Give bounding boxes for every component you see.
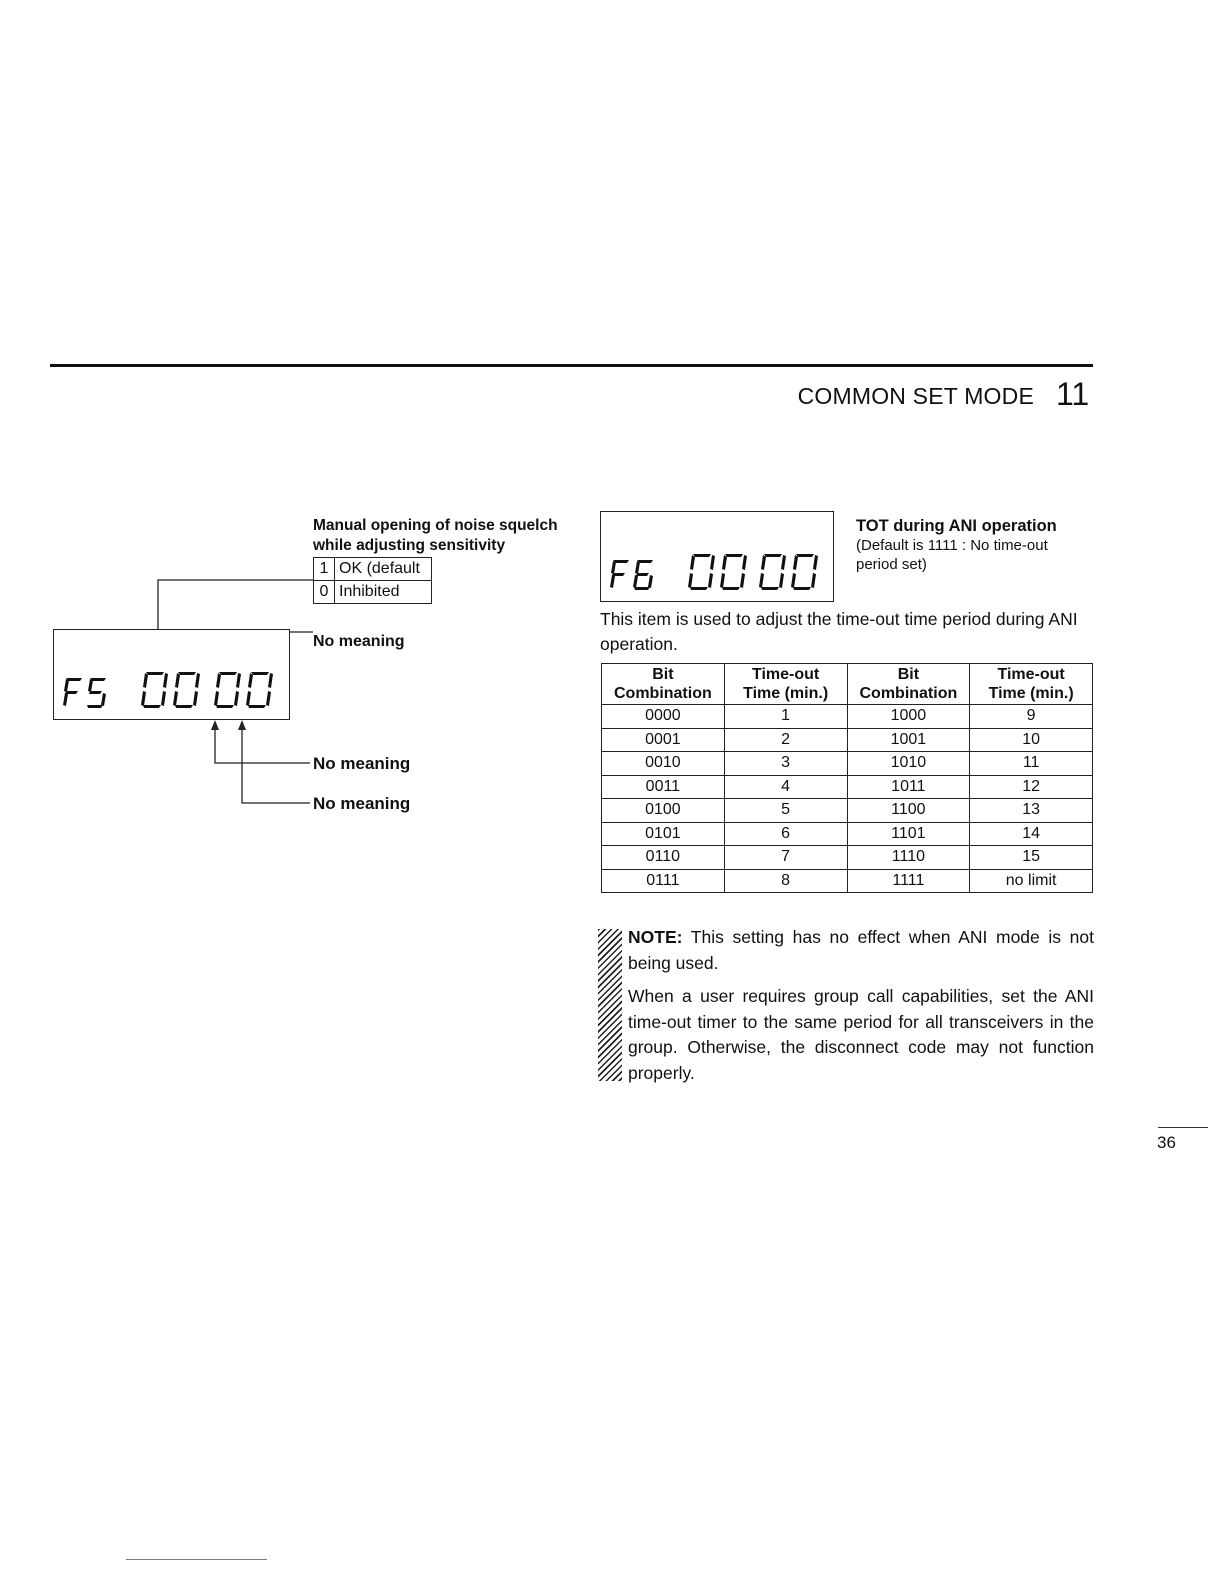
tot-table-row xyxy=(602,869,1093,893)
tot-table-cell: 10 xyxy=(970,728,1093,752)
tot-table-cell: 1100 xyxy=(847,799,970,823)
f6-lcd-text xyxy=(610,560,653,590)
f6-lcd-display xyxy=(600,511,834,602)
tot-table-cell: 1 xyxy=(724,705,847,729)
f6-lcd-segments xyxy=(601,512,833,601)
f5-option-label: Inhibited xyxy=(335,581,432,604)
f5-caption xyxy=(313,516,558,556)
tot-table-cell: 1001 xyxy=(847,728,970,752)
tot-table-cell: 1111 xyxy=(847,869,970,893)
f6-description xyxy=(600,607,1100,657)
tot-table-row xyxy=(602,822,1093,846)
f6-caption xyxy=(856,517,1096,574)
tot-table-cell: 7 xyxy=(724,846,847,870)
tot-table-cell: 15 xyxy=(970,846,1093,870)
f5-option-row xyxy=(314,581,432,604)
note-hatch-decoration xyxy=(598,929,622,1081)
tot-header-cell xyxy=(847,664,970,705)
tot-table-cell: 12 xyxy=(970,775,1093,799)
tot-table-cell: 0101 xyxy=(602,822,725,846)
note-label: NOTE: xyxy=(628,927,683,947)
note-box xyxy=(628,925,1094,1094)
f5-caption-line2: while adjusting sensitivity xyxy=(313,537,506,554)
note-paragraph-1 xyxy=(628,925,1094,976)
f6-caption-line1: (Default is 1111 : No time-out xyxy=(856,537,1048,554)
tot-header-line: Time (min.) xyxy=(743,685,829,702)
tot-table-cell: 4 xyxy=(724,775,847,799)
tot-table-cell: 1011 xyxy=(847,775,970,799)
tot-table-row xyxy=(602,752,1093,776)
tot-table-row xyxy=(602,846,1093,870)
tot-table-cell: 11 xyxy=(970,752,1093,776)
note-text-1: This setting has no effect when ANI mode is not being used. xyxy=(628,927,1094,973)
f5-caption-line1: Manual opening of noise squelch xyxy=(313,517,558,534)
f6-lcd-digits xyxy=(688,554,818,590)
tot-table-cell: 6 xyxy=(724,822,847,846)
tot-table-header-row xyxy=(602,664,1093,705)
tot-header-line: Bit xyxy=(897,666,920,683)
tot-table xyxy=(601,663,1093,893)
f6-caption-title: TOT during ANI operation xyxy=(856,517,1057,535)
tot-header-cell xyxy=(602,664,725,705)
tot-table-cell: 1010 xyxy=(847,752,970,776)
note-paragraph-2: When a user requires group call capabilities, set the ANI time-out timer to the same period for all transceivers in the group. Otherwise, the disconnect code may not function properly. xyxy=(628,986,1094,1083)
f6-description-line1: This item is used to adjust the time-out time period during ANI xyxy=(600,609,1078,629)
page-number: 36 xyxy=(1157,1133,1176,1152)
f5-options-table xyxy=(313,557,432,604)
tot-table-cell: 9 xyxy=(970,705,1093,729)
tot-table-cell: 0111 xyxy=(602,869,725,893)
tot-header-line: Combination xyxy=(613,685,712,702)
tot-table-cell: 0000 xyxy=(602,705,725,729)
tot-header-line: Bit xyxy=(652,666,674,683)
f5-lcd-segments xyxy=(54,630,289,719)
tot-table-cell: no limit xyxy=(970,869,1093,893)
tot-header-line: Combination xyxy=(859,685,958,702)
f5-option-bit: 1 xyxy=(314,558,335,581)
tot-header-cell xyxy=(724,664,847,705)
tot-header-line: Time-out xyxy=(751,666,820,683)
f5-lcd-text xyxy=(63,678,106,708)
tot-table-cell: 14 xyxy=(970,822,1093,846)
tot-table-row xyxy=(602,775,1093,799)
f6-description-line2: operation. xyxy=(600,634,678,654)
f5-lcd-display xyxy=(53,629,290,720)
chapter-number: 11 xyxy=(1056,376,1090,412)
tot-header-line: Time-out xyxy=(997,666,1065,683)
tot-table-cell: 5 xyxy=(724,799,847,823)
f5-option-row xyxy=(314,558,432,581)
tot-table-cell: 0110 xyxy=(602,846,725,870)
tot-table-cell: 2 xyxy=(724,728,847,752)
tot-header-cell xyxy=(970,664,1093,705)
tot-table-row xyxy=(602,728,1093,752)
tot-table-cell: 0001 xyxy=(602,728,725,752)
tot-table-cell: 0010 xyxy=(602,752,725,776)
tot-table-cell: 1110 xyxy=(847,846,970,870)
section-title: COMMON SET MODE xyxy=(797,383,1034,409)
bottom-scan-line xyxy=(126,1559,267,1560)
f5-option-label: OK (default xyxy=(335,558,432,581)
tot-table-cell: 8 xyxy=(724,869,847,893)
tot-table-body xyxy=(602,705,1093,893)
tot-table-cell: 3 xyxy=(724,752,847,776)
tot-table-cell: 13 xyxy=(970,799,1093,823)
f5-no-meaning-2: No meaning xyxy=(313,754,411,773)
tot-table-cell: 0011 xyxy=(602,775,725,799)
f5-lcd-digits xyxy=(141,672,273,708)
page-number-rule xyxy=(1158,1127,1208,1128)
tot-table-row xyxy=(602,799,1093,823)
f5-no-meaning-3: No meaning xyxy=(313,794,411,813)
header-rule xyxy=(50,364,1093,367)
tot-table-cell: 0100 xyxy=(602,799,725,823)
tot-table-row xyxy=(602,705,1093,729)
f5-no-meaning-1: No meaning xyxy=(313,633,405,650)
tot-table-cell: 1101 xyxy=(847,822,970,846)
f5-option-bit: 0 xyxy=(314,581,335,604)
tot-header-line: Time (min.) xyxy=(988,685,1074,702)
f6-caption-line2: period set) xyxy=(856,556,927,573)
tot-table-cell: 1000 xyxy=(847,705,970,729)
